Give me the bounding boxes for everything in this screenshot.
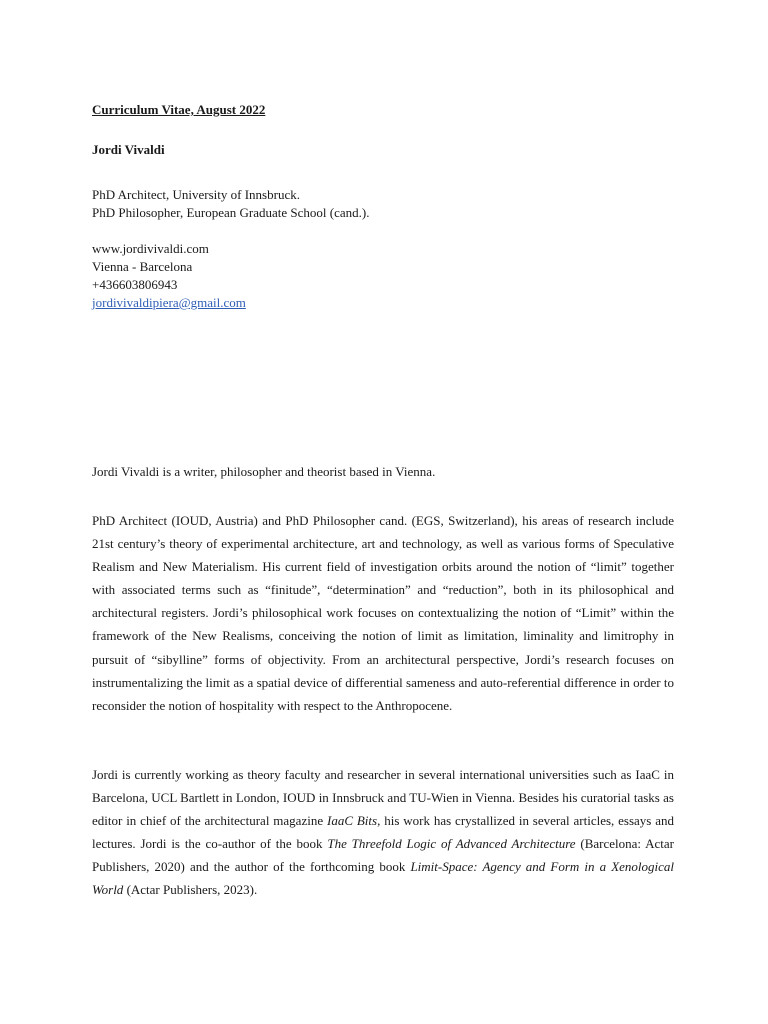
book-title: The Threefold Logic of Advanced Architecture bbox=[327, 836, 576, 852]
website-text: www.jordivivaldi.com bbox=[92, 241, 209, 256]
intro-sentence: Jordi Vivaldi is a writer, philosopher and theorist based in Vienna. bbox=[92, 464, 436, 479]
career-text: (Barcelona: Actar Publishers, 2020) and the author of the forthcoming book bbox=[92, 836, 674, 875]
contact-block bbox=[92, 240, 674, 312]
career-text: , his work has crystallized in several articles, essays and lectures. Jordi is the co-author of the book bbox=[92, 813, 675, 852]
document-title: Curriculum Vitae, August 2022 bbox=[92, 102, 266, 117]
career-text: Jordi is currently working as theory faculty and researcher in several international universities such as IaaC in Barcelona, UCL Bartlett in London, IOUD in Innsbruck and TU-Wien in Vienna. Besides his curatorial tasks as editor in chief of the architectural magazine bbox=[92, 767, 674, 829]
bio-paragraph: PhD Architect (IOUD, Austria) and PhD Philosopher cand. (EGS, Switzerland), his areas of research include 21st century’s theory of experimental architecture, art and technology, as well as various forms of Speculative Realism and New Materialism. His current field of investigation orbits around the notion of “limit” together with associated terms such as “finitude”, “determination” and “reduction”, both in its philosophical and architectural registers. Jordi’s philosophical work focuses on contextualizing the notion of “Limit” within the framework of the New Realisms, conceiving the notion of limit as limitation, liminality and limitrophy in pursuit of “sibylline” forms of objectivity. From an architectural perspective, Jordi’s research focuses on instrumentalizing the limit as a spatial device of differential sameness and auto-referential difference in order to reconsider the notion of hospitality with respect to the Anthropocene. bbox=[92, 513, 674, 713]
credential-line: PhD Architect, University of Innsbruck. bbox=[92, 187, 300, 202]
email-link[interactable]: jordivivaldipiera@gmail.com bbox=[92, 295, 246, 310]
career-paragraph bbox=[92, 763, 674, 902]
book-title: Limit-Space: Agency and Form in a Xenological World bbox=[92, 859, 675, 898]
phone-text: +436603806943 bbox=[92, 277, 178, 292]
location-text: Vienna - Barcelona bbox=[92, 259, 193, 274]
credential-line: PhD Philosopher, European Graduate School (cand.). bbox=[92, 205, 370, 220]
document-body bbox=[92, 101, 675, 898]
credentials-block bbox=[92, 186, 674, 222]
author-name: Jordi Vivaldi bbox=[92, 142, 165, 157]
magazine-title: IaaC Bits bbox=[326, 813, 378, 829]
career-text: (Actar Publishers, 2023). bbox=[123, 882, 258, 898]
